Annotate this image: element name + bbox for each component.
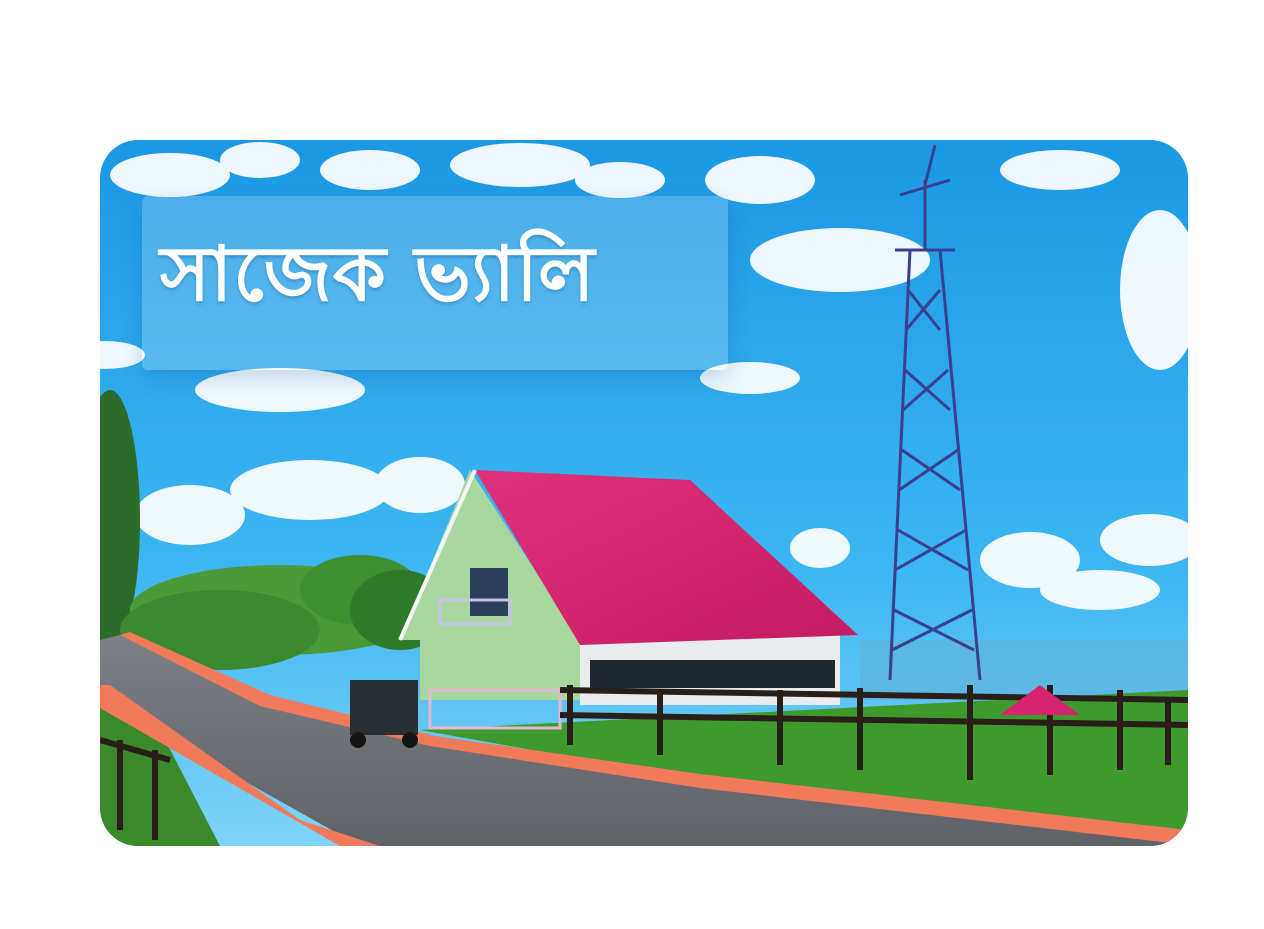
photo-card (100, 140, 1188, 846)
card-title: সাজেক ভ্যালি (160, 229, 596, 318)
